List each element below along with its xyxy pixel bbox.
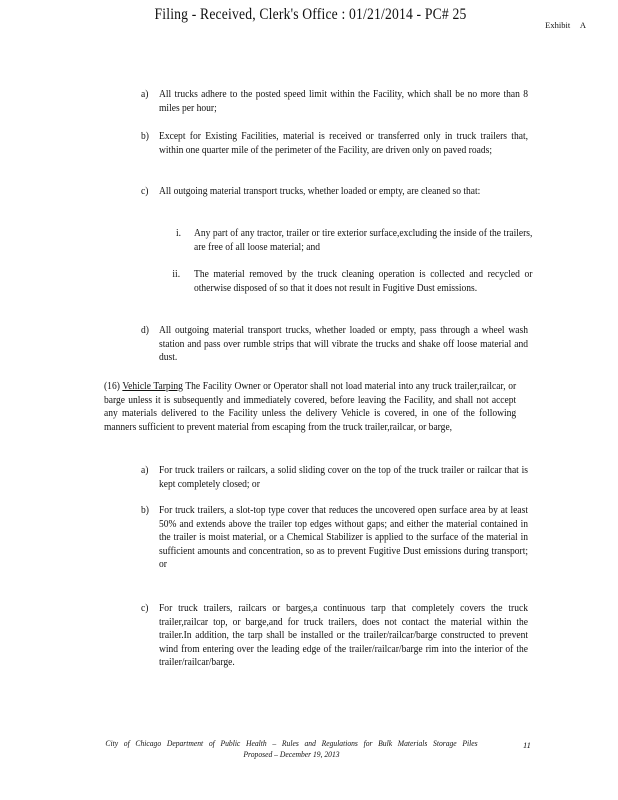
- section-16-vehicle-tarping: [104, 380, 516, 434]
- item-c-i-loose-material: [176, 227, 533, 254]
- item-text: For truck trailers or railcars, a solid sliding cover on the top of the truck trailer or railcar that is kept completely closed; or: [159, 465, 528, 490]
- filing-header: Filing - Received, Clerk's Office : 01/21/2014 - PC# 25: [154, 6, 467, 23]
- exhibit-label: Exhibit A: [545, 20, 586, 30]
- item-label: c): [141, 603, 149, 614]
- item-d-wheel-wash: [141, 324, 528, 365]
- item-label: i.: [176, 228, 182, 239]
- item-c-ii-recycled-material: [172, 268, 533, 295]
- item-text: Any part of any tractor, trailer or tire exterior surface,excluding the inside of the trailers, are free of all loose material; and: [194, 228, 533, 253]
- footer-line-2: Proposed – December 19, 2013: [243, 750, 340, 759]
- item-label: a): [141, 465, 149, 476]
- item-text: All outgoing material transport trucks, whether loaded or empty, pass through a wheel wash station and pass over rumble strips that will vibrate the trucks and shake off loose material and dust.: [159, 325, 528, 364]
- item-label: ii.: [172, 269, 181, 280]
- item-c-truck-cleaning: [141, 185, 528, 199]
- item-text: Except for Existing Facilities, material is received or transferred only in truck trailers that, within one quarter mile of the perimeter of the Facility, are driven only on paved roads;: [159, 131, 528, 156]
- footer-line-1: City of Chicago Department of Public Health – Rules and Regulations for Bulk Materials Storage Piles: [105, 739, 478, 748]
- item-text: For truck trailers, railcars or barges,a continuous tarp that completely covers the truck trailer,railcar top, or barge,and for truck trailers, does not contact the material within the trailer.In addition, the tarp shall be installed or the trailer/railcar/barge constructed to prevent wind from entering over the leading edge of the trailer/railcar/barge rim into the interior of the trailer/railcar/barge.: [159, 603, 528, 669]
- item-a-speed-limit: [141, 88, 528, 115]
- item-c-continuous-tarp: [141, 602, 528, 670]
- item-text: All outgoing material transport trucks, whether loaded or empty, are cleaned so that:: [159, 186, 481, 197]
- item-b-slot-top-cover: [141, 504, 528, 572]
- item-label: d): [141, 325, 149, 336]
- item-text: The material removed by the truck cleaning operation is collected and recycled or otherwise disposed of so that it does not result in Fugitive Dust emissions.: [194, 269, 533, 294]
- section-text: The Facility Owner or Operator shall not load material into any truck trailer,railcar, or barge unless it is subsequently and immediately covered, before leaving the Facility, and shall not accept any materials delivered to the Facility unless the delivery Vehicle is covered, in one of the following manners sufficient to prevent material from escaping from the truck trailer,railcar, or barge,: [104, 381, 517, 433]
- item-b-paved-roads: [141, 130, 528, 157]
- item-label: a): [141, 89, 149, 100]
- item-label: c): [141, 186, 149, 197]
- section-title: Vehicle Tarping: [122, 381, 183, 392]
- section-number: (16): [104, 381, 120, 392]
- item-text: For truck trailers, a slot-top type cover that reduces the uncovered open surface area by at least 50% and extends above the trailer top edges without gaps; and either the material contained in the trailer is moist material, or a Chemical Stabilizer is applied to the surface of the material in sufficient amounts and concentration, so as to prevent Fugitive Dust emissions during transport; or: [159, 505, 528, 571]
- item-a-sliding-cover: [141, 464, 528, 491]
- item-label: b): [141, 131, 149, 142]
- item-label: b): [141, 505, 149, 516]
- page-footer: [92, 738, 491, 760]
- page-number: 11: [523, 740, 531, 750]
- item-text: All trucks adhere to the posted speed limit within the Facility, which shall be no more than 8 miles per hour;: [159, 89, 528, 114]
